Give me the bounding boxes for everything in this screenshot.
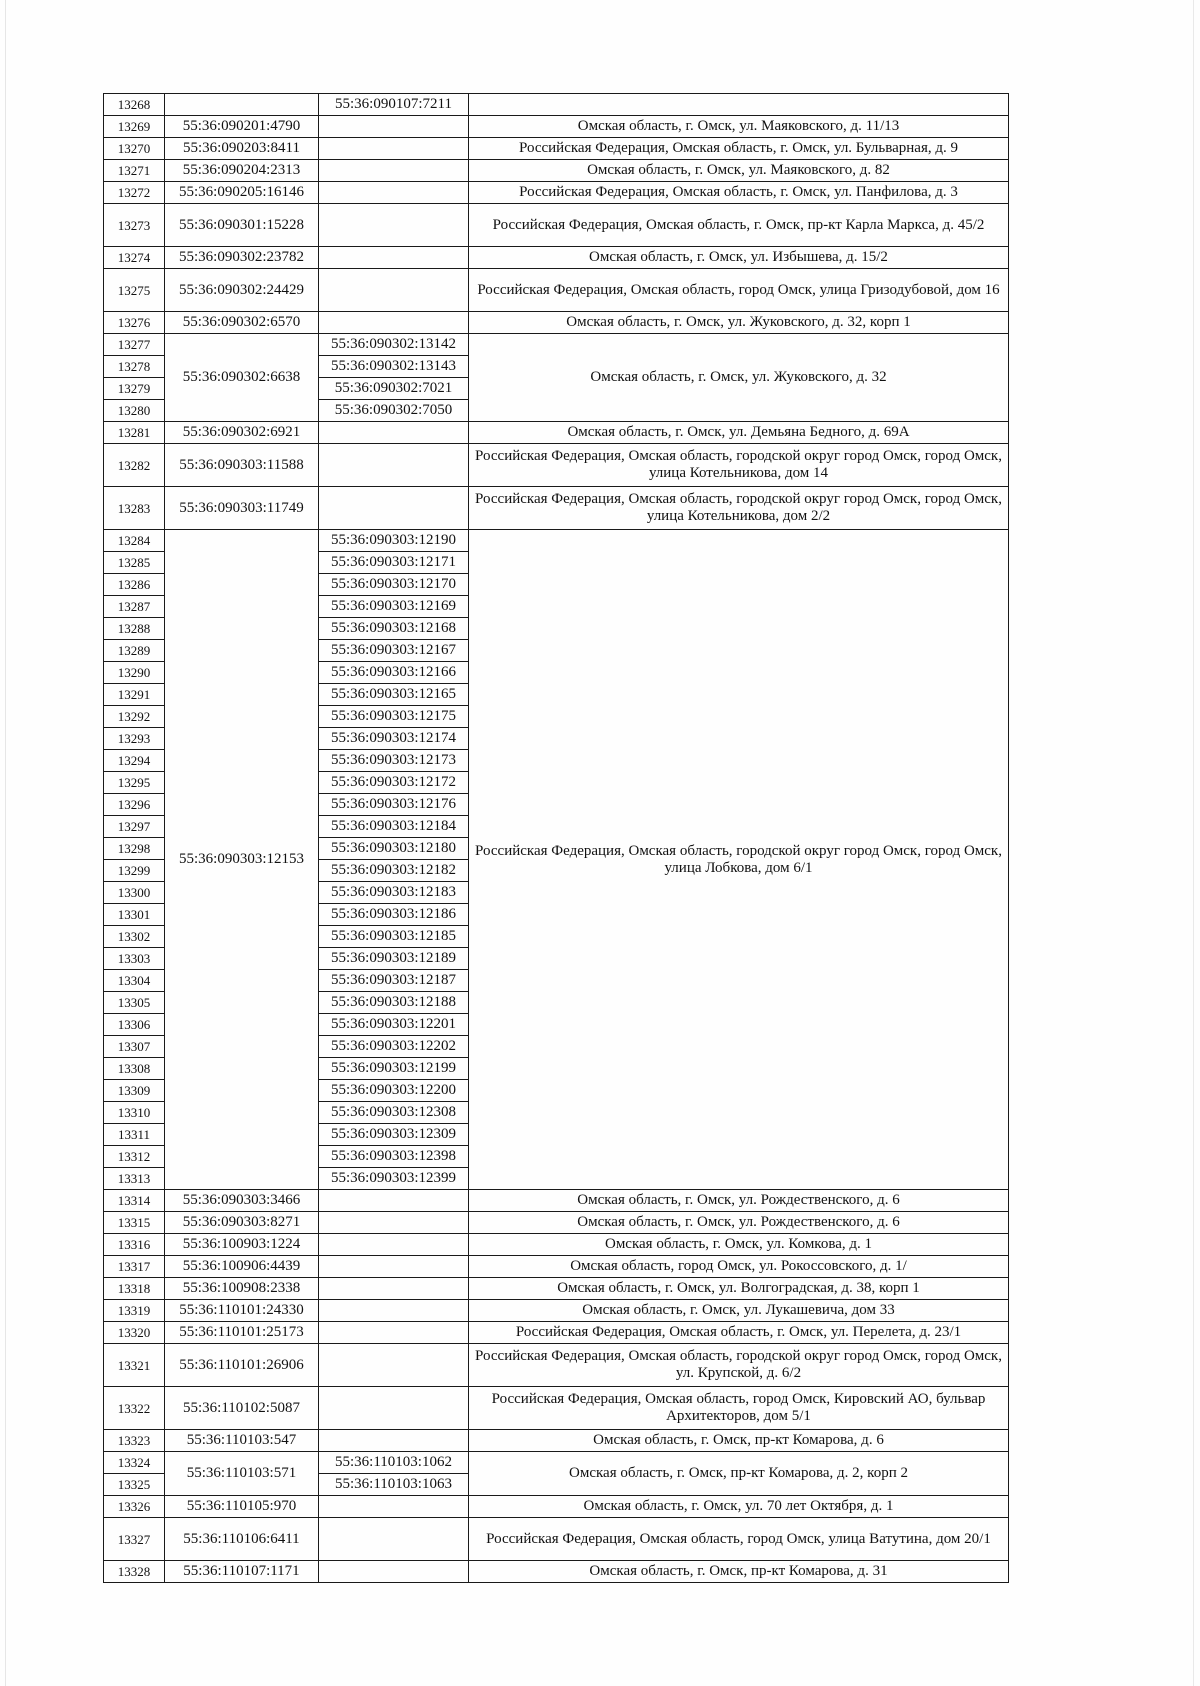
- row-number-cell: 13275: [104, 269, 165, 312]
- row-number-cell: 13297: [104, 816, 165, 838]
- object-cadastral-number-cell: 55:36:090303:12174: [319, 728, 469, 750]
- address-cell: Омская область, г. Омск, ул. Маяковского, д. 82: [469, 160, 1009, 182]
- scan-edge-right: [1193, 0, 1194, 1686]
- row-number-cell: 13306: [104, 1014, 165, 1036]
- table-row: [104, 182, 1009, 204]
- row-number-cell: 13327: [104, 1518, 165, 1561]
- address-cell: Российская Федерация, Омская область, городской округ город Омск, город Омск, улица Лобкова, дом 6/1: [469, 530, 1009, 1190]
- address-cell: Российская Федерация, Омская область, г. Омск, ул. Панфилова, д. 3: [469, 182, 1009, 204]
- table-row: [104, 1212, 1009, 1234]
- address-cell: Омская область, г. Омск, пр-кт Комарова, д. 31: [469, 1561, 1009, 1583]
- object-cadastral-number-cell: 55:36:090302:7021: [319, 378, 469, 400]
- cadastral-number-cell: 55:36:090205:16146: [165, 182, 319, 204]
- cadastral-number-cell: 55:36:110106:6411: [165, 1518, 319, 1561]
- address-cell: Омская область, г. Омск, ул. Лукашевича, дом 33: [469, 1300, 1009, 1322]
- object-cadastral-number-cell: 55:36:090303:12199: [319, 1058, 469, 1080]
- cadastral-number-cell: 55:36:090303:12153: [165, 530, 319, 1190]
- table-row: [104, 1322, 1009, 1344]
- object-cadastral-number-cell: 55:36:090303:12183: [319, 882, 469, 904]
- object-cadastral-number-cell: [319, 1387, 469, 1430]
- row-number-cell: 13305: [104, 992, 165, 1014]
- cadastral-number-cell: 55:36:090302:6638: [165, 334, 319, 422]
- table-row: [104, 1278, 1009, 1300]
- cadastral-number-cell: 55:36:090204:2313: [165, 160, 319, 182]
- object-cadastral-number-cell: [319, 1190, 469, 1212]
- object-cadastral-number-cell: 55:36:110103:1063: [319, 1474, 469, 1496]
- row-number-cell: 13285: [104, 552, 165, 574]
- row-number-cell: 13300: [104, 882, 165, 904]
- table-row: [104, 94, 1009, 116]
- table-row: [104, 422, 1009, 444]
- object-cadastral-number-cell: 55:36:090303:12166: [319, 662, 469, 684]
- row-number-cell: 13299: [104, 860, 165, 882]
- row-number-cell: 13278: [104, 356, 165, 378]
- address-cell: Омская область, г. Омск, пр-кт Комарова, д. 2, корп 2: [469, 1452, 1009, 1496]
- cadastral-number-cell: 55:36:090303:11749: [165, 487, 319, 530]
- address-cell: [469, 94, 1009, 116]
- object-cadastral-number-cell: 55:36:090302:13143: [319, 356, 469, 378]
- row-number-cell: 13279: [104, 378, 165, 400]
- object-cadastral-number-cell: [319, 1496, 469, 1518]
- row-number-cell: 13322: [104, 1387, 165, 1430]
- object-cadastral-number-cell: 55:36:090303:12398: [319, 1146, 469, 1168]
- address-cell: Омская область, г. Омск, ул. Жуковского, д. 32, корп 1: [469, 312, 1009, 334]
- row-number-cell: 13280: [104, 400, 165, 422]
- row-number-cell: 13318: [104, 1278, 165, 1300]
- row-number-cell: 13273: [104, 204, 165, 247]
- row-number-cell: 13310: [104, 1102, 165, 1124]
- row-number-cell: 13321: [104, 1344, 165, 1387]
- address-cell: Российская Федерация, Омская область, г. Омск, пр-кт Карла Маркса, д. 45/2: [469, 204, 1009, 247]
- object-cadastral-number-cell: 55:36:090303:12308: [319, 1102, 469, 1124]
- row-number-cell: 13283: [104, 487, 165, 530]
- row-number-cell: 13276: [104, 312, 165, 334]
- address-cell: Российская Федерация, Омская область, город Омск, Кировский АО, бульвар Архитекторов, дом 5/1: [469, 1387, 1009, 1430]
- table-row: [104, 247, 1009, 269]
- address-cell: Российская Федерация, Омская область, г. Омск, ул. Бульварная, д. 9: [469, 138, 1009, 160]
- object-cadastral-number-cell: 55:36:090303:12202: [319, 1036, 469, 1058]
- object-cadastral-number-cell: [319, 1322, 469, 1344]
- object-cadastral-number-cell: 55:36:090303:12170: [319, 574, 469, 596]
- object-cadastral-number-cell: 55:36:090303:12182: [319, 860, 469, 882]
- table-row: [104, 1190, 1009, 1212]
- row-number-cell: 13303: [104, 948, 165, 970]
- table-row: [104, 160, 1009, 182]
- row-number-cell: 13272: [104, 182, 165, 204]
- table-row: [104, 530, 1009, 552]
- address-cell: Омская область, г. Омск, пр-кт Комарова, д. 6: [469, 1430, 1009, 1452]
- cadastral-number-cell: 55:36:100903:1224: [165, 1234, 319, 1256]
- object-cadastral-number-cell: [319, 269, 469, 312]
- row-number-cell: 13274: [104, 247, 165, 269]
- object-cadastral-number-cell: 55:36:090302:13142: [319, 334, 469, 356]
- address-cell: Омская область, г. Омск, ул. Комкова, д. 1: [469, 1234, 1009, 1256]
- table-row: [104, 1256, 1009, 1278]
- object-cadastral-number-cell: 55:36:090303:12201: [319, 1014, 469, 1036]
- object-cadastral-number-cell: 55:36:090302:7050: [319, 400, 469, 422]
- row-number-cell: 13293: [104, 728, 165, 750]
- row-number-cell: 13291: [104, 684, 165, 706]
- object-cadastral-number-cell: [319, 422, 469, 444]
- table-row: [104, 204, 1009, 247]
- table-row: [104, 1344, 1009, 1387]
- table-row: [104, 1234, 1009, 1256]
- cadastral-number-cell: 55:36:110102:5087: [165, 1387, 319, 1430]
- address-cell: Омская область, г. Омск, ул. Волгоградская, д. 38, корп 1: [469, 1278, 1009, 1300]
- row-number-cell: 13294: [104, 750, 165, 772]
- address-cell: Омская область, г. Омск, ул. 70 лет Октября, д. 1: [469, 1496, 1009, 1518]
- table-row: [104, 1518, 1009, 1561]
- table-row: [104, 1300, 1009, 1322]
- row-number-cell: 13308: [104, 1058, 165, 1080]
- cadastral-number-cell: 55:36:110101:24330: [165, 1300, 319, 1322]
- cadastral-number-cell: 55:36:090201:4790: [165, 116, 319, 138]
- object-cadastral-number-cell: 55:36:090303:12189: [319, 948, 469, 970]
- row-number-cell: 13317: [104, 1256, 165, 1278]
- object-cadastral-number-cell: [319, 1256, 469, 1278]
- row-number-cell: 13323: [104, 1430, 165, 1452]
- object-cadastral-number-cell: [319, 312, 469, 334]
- object-cadastral-number-cell: [319, 444, 469, 487]
- cadastral-number-cell: 55:36:110101:25173: [165, 1322, 319, 1344]
- cadastral-number-cell: 55:36:110101:26906: [165, 1344, 319, 1387]
- row-number-cell: 13302: [104, 926, 165, 948]
- object-cadastral-number-cell: [319, 247, 469, 269]
- object-cadastral-number-cell: [319, 1212, 469, 1234]
- address-cell: Омская область, город Омск, ул. Рокоссовского, д. 1/: [469, 1256, 1009, 1278]
- table-row: [104, 269, 1009, 312]
- object-cadastral-number-cell: [319, 1344, 469, 1387]
- row-number-cell: 13316: [104, 1234, 165, 1256]
- address-cell: Омская область, г. Омск, ул. Рождественского, д. 6: [469, 1190, 1009, 1212]
- row-number-cell: 13295: [104, 772, 165, 794]
- address-cell: Российская Федерация, Омская область, городской округ город Омск, город Омск, улица Котельникова, дом 14: [469, 444, 1009, 487]
- row-number-cell: 13269: [104, 116, 165, 138]
- row-number-cell: 13296: [104, 794, 165, 816]
- address-cell: Омская область, г. Омск, ул. Маяковского, д. 11/13: [469, 116, 1009, 138]
- cadastral-number-cell: 55:36:100906:4439: [165, 1256, 319, 1278]
- object-cadastral-number-cell: [319, 487, 469, 530]
- address-cell: Российская Федерация, Омская область, город Омск, улица Ватутина, дом 20/1: [469, 1518, 1009, 1561]
- cadastral-number-cell: 55:36:110103:571: [165, 1452, 319, 1496]
- row-number-cell: 13312: [104, 1146, 165, 1168]
- object-cadastral-number-cell: [319, 1234, 469, 1256]
- address-cell: Омская область, г. Омск, ул. Жуковского, д. 32: [469, 334, 1009, 422]
- cadastral-number-cell: 55:36:100908:2338: [165, 1278, 319, 1300]
- object-cadastral-number-cell: 55:36:110103:1062: [319, 1452, 469, 1474]
- object-cadastral-number-cell: 55:36:090303:12171: [319, 552, 469, 574]
- scan-edge-left: [5, 0, 6, 1686]
- address-cell: Омская область, г. Омск, ул. Рождественского, д. 6: [469, 1212, 1009, 1234]
- object-cadastral-number-cell: [319, 1518, 469, 1561]
- object-cadastral-number-cell: 55:36:090107:7211: [319, 94, 469, 116]
- object-cadastral-number-cell: [319, 116, 469, 138]
- object-cadastral-number-cell: 55:36:090303:12185: [319, 926, 469, 948]
- row-number-cell: 13309: [104, 1080, 165, 1102]
- object-cadastral-number-cell: 55:36:090303:12186: [319, 904, 469, 926]
- table-row: [104, 444, 1009, 487]
- table-row: [104, 1452, 1009, 1474]
- object-cadastral-number-cell: [319, 1300, 469, 1322]
- object-cadastral-number-cell: [319, 204, 469, 247]
- row-number-cell: 13270: [104, 138, 165, 160]
- cadastral-number-cell: 55:36:090203:8411: [165, 138, 319, 160]
- address-cell: Российская Федерация, Омская область, городской округ город Омск, город Омск, улица Котельникова, дом 2/2: [469, 487, 1009, 530]
- table-row: [104, 312, 1009, 334]
- object-cadastral-number-cell: [319, 138, 469, 160]
- object-cadastral-number-cell: 55:36:090303:12180: [319, 838, 469, 860]
- row-number-cell: 13288: [104, 618, 165, 640]
- table-row: [104, 138, 1009, 160]
- object-cadastral-number-cell: 55:36:090303:12188: [319, 992, 469, 1014]
- address-cell: Российская Федерация, Омская область, город Омск, улица Гризодубовой, дом 16: [469, 269, 1009, 312]
- cadastral-number-cell: 55:36:090303:11588: [165, 444, 319, 487]
- table-row: [104, 1430, 1009, 1452]
- row-number-cell: 13290: [104, 662, 165, 684]
- row-number-cell: 13282: [104, 444, 165, 487]
- row-number-cell: 13320: [104, 1322, 165, 1344]
- address-cell: Омская область, г. Омск, ул. Избышева, д. 15/2: [469, 247, 1009, 269]
- row-number-cell: 13328: [104, 1561, 165, 1583]
- cadastral-number-cell: 55:36:090302:6921: [165, 422, 319, 444]
- row-number-cell: 13281: [104, 422, 165, 444]
- cadastral-number-cell: 55:36:090303:3466: [165, 1190, 319, 1212]
- table-row: [104, 1387, 1009, 1430]
- row-number-cell: 13325: [104, 1474, 165, 1496]
- row-number-cell: 13289: [104, 640, 165, 662]
- table-row: [104, 334, 1009, 356]
- address-cell: Российская Федерация, Омская область, г. Омск, ул. Перелета, д. 23/1: [469, 1322, 1009, 1344]
- object-cadastral-number-cell: [319, 160, 469, 182]
- cadastral-number-cell: 55:36:090303:8271: [165, 1212, 319, 1234]
- cadastral-number-cell: [165, 94, 319, 116]
- row-number-cell: 13314: [104, 1190, 165, 1212]
- row-number-cell: 13286: [104, 574, 165, 596]
- row-number-cell: 13319: [104, 1300, 165, 1322]
- cadastral-number-cell: 55:36:110107:1171: [165, 1561, 319, 1583]
- row-number-cell: 13284: [104, 530, 165, 552]
- table-row: [104, 1496, 1009, 1518]
- cadastral-register-table: [103, 93, 1009, 1583]
- object-cadastral-number-cell: [319, 1278, 469, 1300]
- object-cadastral-number-cell: [319, 182, 469, 204]
- row-number-cell: 13292: [104, 706, 165, 728]
- row-number-cell: 13271: [104, 160, 165, 182]
- object-cadastral-number-cell: [319, 1430, 469, 1452]
- object-cadastral-number-cell: 55:36:090303:12187: [319, 970, 469, 992]
- row-number-cell: 13268: [104, 94, 165, 116]
- object-cadastral-number-cell: 55:36:090303:12169: [319, 596, 469, 618]
- object-cadastral-number-cell: 55:36:090303:12399: [319, 1168, 469, 1190]
- table-row: [104, 1561, 1009, 1583]
- row-number-cell: 13277: [104, 334, 165, 356]
- cadastral-number-cell: 55:36:110103:547: [165, 1430, 319, 1452]
- cadastral-number-cell: 55:36:090302:23782: [165, 247, 319, 269]
- row-number-cell: 13313: [104, 1168, 165, 1190]
- object-cadastral-number-cell: 55:36:090303:12309: [319, 1124, 469, 1146]
- row-number-cell: 13324: [104, 1452, 165, 1474]
- table-row: [104, 487, 1009, 530]
- object-cadastral-number-cell: 55:36:090303:12172: [319, 772, 469, 794]
- object-cadastral-number-cell: 55:36:090303:12165: [319, 684, 469, 706]
- row-number-cell: 13311: [104, 1124, 165, 1146]
- register-table-body: [104, 94, 1009, 1583]
- cadastral-number-cell: 55:36:110105:970: [165, 1496, 319, 1518]
- table-row: [104, 116, 1009, 138]
- cadastral-number-cell: 55:36:090302:6570: [165, 312, 319, 334]
- row-number-cell: 13326: [104, 1496, 165, 1518]
- object-cadastral-number-cell: 55:36:090303:12173: [319, 750, 469, 772]
- row-number-cell: 13298: [104, 838, 165, 860]
- object-cadastral-number-cell: 55:36:090303:12190: [319, 530, 469, 552]
- cadastral-number-cell: 55:36:090301:15228: [165, 204, 319, 247]
- object-cadastral-number-cell: 55:36:090303:12175: [319, 706, 469, 728]
- object-cadastral-number-cell: 55:36:090303:12168: [319, 618, 469, 640]
- address-cell: Российская Федерация, Омская область, городской округ город Омск, город Омск, ул. Крупской, д. 6/2: [469, 1344, 1009, 1387]
- object-cadastral-number-cell: 55:36:090303:12200: [319, 1080, 469, 1102]
- object-cadastral-number-cell: [319, 1561, 469, 1583]
- row-number-cell: 13287: [104, 596, 165, 618]
- object-cadastral-number-cell: 55:36:090303:12184: [319, 816, 469, 838]
- row-number-cell: 13301: [104, 904, 165, 926]
- object-cadastral-number-cell: 55:36:090303:12176: [319, 794, 469, 816]
- object-cadastral-number-cell: 55:36:090303:12167: [319, 640, 469, 662]
- address-cell: Омская область, г. Омск, ул. Демьяна Бедного, д. 69А: [469, 422, 1009, 444]
- row-number-cell: 13304: [104, 970, 165, 992]
- row-number-cell: 13307: [104, 1036, 165, 1058]
- row-number-cell: 13315: [104, 1212, 165, 1234]
- cadastral-number-cell: 55:36:090302:24429: [165, 269, 319, 312]
